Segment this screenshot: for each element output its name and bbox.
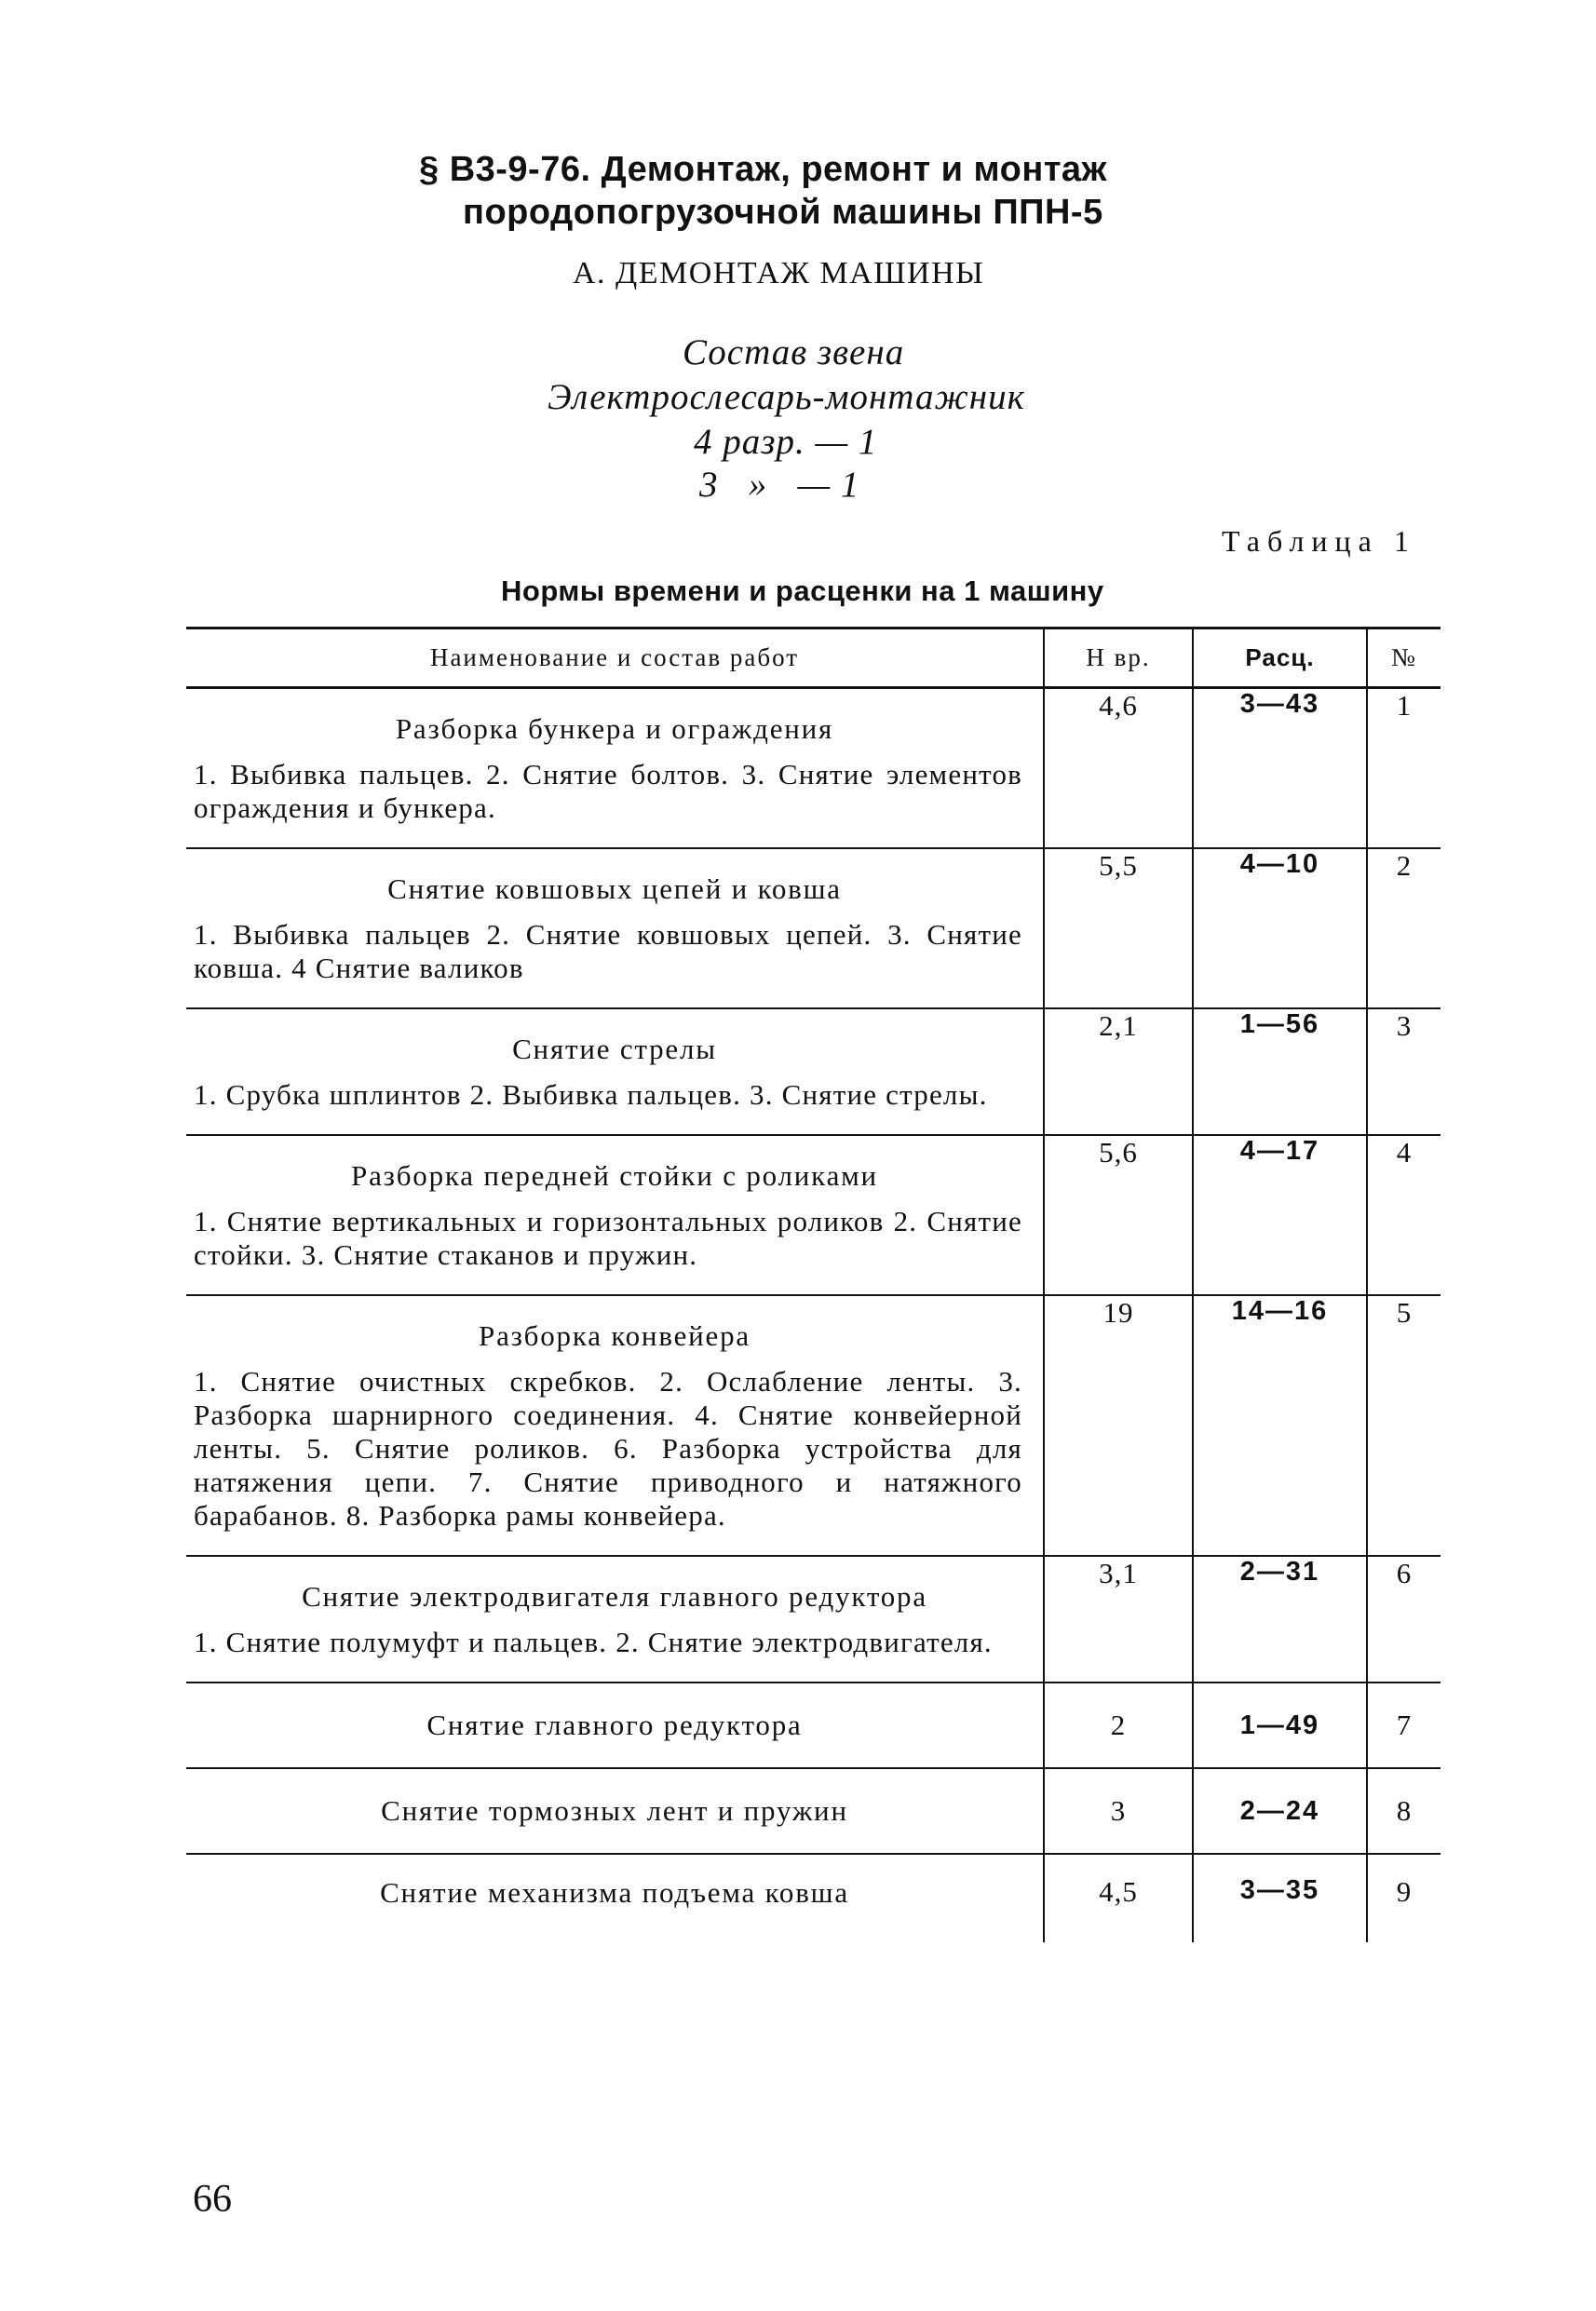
table-row	[186, 1295, 1440, 1556]
work-cell	[186, 1135, 1044, 1295]
norm-time-cell: 2,1	[1044, 1008, 1193, 1135]
rate-cell: 1—56	[1193, 1008, 1367, 1135]
work-title: Снятие ковшовых цепей и ковша	[387, 872, 842, 905]
work-cell	[186, 1556, 1044, 1683]
table-row	[186, 1135, 1440, 1295]
work-cell	[186, 1768, 1044, 1854]
work-title: Снятие стрелы	[512, 1033, 717, 1065]
work-cell	[186, 1008, 1044, 1135]
work-description: 1. Выбивка пальцев. 2. Снятие болтов. 3. Снятие элементов ограждения и бункера.	[194, 758, 1022, 824]
rate-cell: 2—24	[1193, 1768, 1367, 1854]
table-row	[186, 1768, 1440, 1854]
norm-time-cell: 4,6	[1044, 688, 1193, 849]
norm-time-cell: 3	[1044, 1768, 1193, 1854]
table-row	[186, 1556, 1440, 1683]
number-cell: 5	[1367, 1295, 1440, 1556]
rate-cell: 4—10	[1193, 848, 1367, 1008]
rate-cell: 3—35	[1193, 1854, 1367, 1942]
table-header-row	[186, 628, 1440, 688]
work-cell	[186, 688, 1044, 849]
section-heading-line-2: породопогрузочной машины ППН-5	[463, 193, 1103, 232]
rate-cell: 14—16	[1193, 1295, 1367, 1556]
work-cell	[186, 1295, 1044, 1556]
table-row	[186, 1683, 1440, 1768]
rate-cell: 4—17	[1193, 1135, 1367, 1295]
crew-grade-3: 3 » — 1	[699, 465, 860, 505]
rate-cell: 3—43	[1193, 688, 1367, 849]
work-description: 1. Снятие очистных скребков. 2. Ослабление ленты. 3. Разборка шарнирного соединения. 4. Снятие конвейерной ленты. 5. Снятие роликов. 6. Разборка устройства для натяжения цепи. 7. Снятие приводного и натяжного барабанов. 8. Разборка рамы конвейера.	[194, 1365, 1022, 1532]
work-title: Разборка бункера и ограждения	[395, 712, 834, 745]
norm-time-cell: 5,6	[1044, 1135, 1193, 1295]
work-title: Разборка передней стойки с роликами	[351, 1159, 878, 1192]
work-cell	[186, 1683, 1044, 1768]
work-description: 1. Снятие вертикальных и горизонтальных роликов 2. Снятие стойки. 3. Снятие стаканов и пружин.	[194, 1205, 1022, 1271]
work-cell	[186, 1854, 1044, 1942]
header-norm-time: Н вр.	[1044, 628, 1193, 688]
crew-profession: Электрослесарь-монтажник	[548, 377, 1025, 417]
page-number: 66	[193, 2178, 232, 2221]
rate-cell: 1—49	[1193, 1683, 1367, 1768]
number-cell: 7	[1367, 1683, 1440, 1768]
norm-time-cell: 3,1	[1044, 1556, 1193, 1683]
work-description: 1. Выбивка пальцев 2. Снятие ковшовых цепей. 3. Снятие ковша. 4 Снятие валиков	[194, 918, 1022, 984]
number-cell: 3	[1367, 1008, 1440, 1135]
crew-grade-4: 4 разр. — 1	[694, 422, 878, 462]
table-row	[186, 848, 1440, 1008]
norm-time-cell: 4,5	[1044, 1854, 1193, 1942]
number-cell: 1	[1367, 688, 1440, 849]
work-title: Снятие главного редуктора	[426, 1709, 803, 1741]
header-rate: Расц.	[1193, 628, 1367, 688]
number-cell: 9	[1367, 1854, 1440, 1942]
number-cell: 2	[1367, 848, 1440, 1008]
number-cell: 8	[1367, 1768, 1440, 1854]
table-row	[186, 1008, 1440, 1135]
number-cell: 6	[1367, 1556, 1440, 1683]
work-title: Снятие механизма подъема ковша	[380, 1876, 849, 1909]
work-description: 1. Снятие полумуфт и пальцев. 2. Снятие электродвигателя.	[194, 1626, 993, 1658]
table-caption: Нормы времени и расценки на 1 машину	[501, 574, 1104, 607]
subsection-title: А. ДЕМОНТАЖ МАШИНЫ	[573, 256, 985, 291]
work-cell	[186, 848, 1044, 1008]
norm-time-cell: 2	[1044, 1683, 1193, 1768]
work-title: Снятие электродвигателя главного редуктора	[302, 1580, 927, 1613]
header-number: №	[1367, 628, 1440, 688]
work-description: 1. Срубка шплинтов 2. Выбивка пальцев. 3. Снятие стрелы.	[194, 1078, 988, 1111]
norm-time-cell: 19	[1044, 1295, 1193, 1556]
norms-table	[186, 627, 1440, 1942]
table-row	[186, 1854, 1440, 1942]
crew-title: Состав звена	[683, 332, 905, 372]
header-work-name: Наименование и состав работ	[186, 628, 1044, 688]
number-cell: 4	[1367, 1135, 1440, 1295]
work-title: Разборка конвейера	[479, 1319, 751, 1352]
rate-cell: 2—31	[1193, 1556, 1367, 1683]
section-heading-line-1: § В3-9-76. Демонтаж, ремонт и монтаж	[419, 150, 1107, 189]
table-number: Таблица 1	[1222, 524, 1416, 558]
norm-time-cell: 5,5	[1044, 848, 1193, 1008]
table-row	[186, 688, 1440, 849]
work-title: Снятие тормозных лент и пружин	[381, 1794, 848, 1827]
